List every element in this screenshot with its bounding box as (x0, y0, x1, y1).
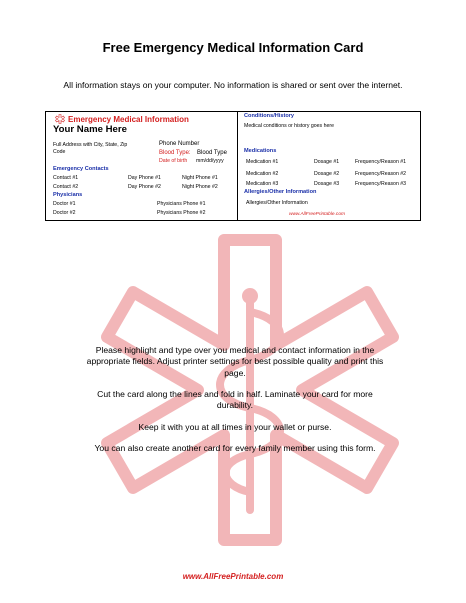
doctor-1-phone[interactable]: Physicians Phone #1 (157, 201, 206, 207)
star-of-life-icon (55, 114, 65, 124)
medications-heading: Medications (244, 148, 277, 154)
allergies-field[interactable]: Allergies/Other Information (246, 200, 308, 206)
doctor-2-field[interactable]: Doctor #2 (53, 210, 76, 216)
address-line-2[interactable]: Code (53, 149, 66, 155)
emergency-contacts-heading: Emergency Contacts (53, 166, 109, 172)
instruction-paragraph: Cut the card along the lines and fold in half. Laminate your card for more durability. (97, 389, 373, 411)
medication-1-frequency[interactable]: Frequency/Reason #1 (355, 159, 407, 165)
address-line-1[interactable]: Full Address with City, State, Zip (53, 142, 128, 148)
medical-card (45, 111, 421, 221)
doctor-1-field[interactable]: Doctor #1 (53, 201, 76, 207)
phone-number-field[interactable]: Phone Number (159, 141, 200, 147)
page-title: Free Emergency Medical Information Card (102, 40, 364, 55)
card-header: Emergency Medical Information (68, 115, 189, 124)
medication-1-dosage[interactable]: Dosage #1 (314, 159, 340, 165)
conditions-heading: Conditions/History (244, 113, 295, 119)
instruction-paragraph: Please highlight and type over you medical and contact information in the appropriate fields. Adjust printer settings for best possible quality and print this page. (86, 345, 384, 378)
name-field[interactable]: Your Name Here (53, 124, 127, 135)
medication-1-name[interactable]: Medication #1 (246, 159, 279, 165)
card-website-link[interactable]: www.AllFreePrintable.com (289, 212, 345, 217)
instruction-paragraph: You can also create another card for every family member using this form. (94, 443, 376, 454)
blood-type-label: Blood Type: (159, 150, 191, 156)
instructions (80, 345, 390, 464)
contact-1-field[interactable]: Contact #1 (53, 175, 79, 181)
contact-1-day-phone[interactable]: Day Phone #1 (128, 175, 161, 181)
physicians-heading: Physicians (53, 192, 83, 198)
card-fold-divider (237, 112, 238, 220)
medication-3-dosage[interactable]: Dosage #3 (314, 181, 340, 187)
contact-2-night-phone[interactable]: Night Phone #2 (182, 184, 218, 190)
contact-1-night-phone[interactable]: Night Phone #1 (182, 175, 218, 181)
dob-field[interactable]: mm/dd/yyyy (196, 158, 224, 164)
dob-label: Date of birth (159, 158, 188, 164)
blood-type-field[interactable]: Blood Type (197, 150, 227, 156)
contact-2-day-phone[interactable]: Day Phone #2 (128, 184, 161, 190)
medication-2-name[interactable]: Medication #2 (246, 171, 279, 177)
allergies-heading: Allergies/Other Information (244, 189, 317, 195)
medication-3-frequency[interactable]: Frequency/Reason #3 (355, 181, 407, 187)
conditions-field[interactable]: Medical conditions or history goes here (244, 123, 334, 129)
footer-website-link[interactable]: www.AllFreePrintable.com (182, 572, 284, 581)
medication-2-dosage[interactable]: Dosage #2 (314, 171, 340, 177)
instruction-paragraph: Keep it with you at all times in your wallet or purse. (138, 421, 332, 432)
doctor-2-phone[interactable]: Physicians Phone #2 (157, 210, 206, 216)
privacy-notice: All information stays on your computer. No information is shared or sent over the internet. (63, 80, 403, 90)
contact-2-field[interactable]: Contact #2 (53, 184, 79, 190)
medication-3-name[interactable]: Medication #3 (246, 181, 279, 187)
medication-2-frequency[interactable]: Frequency/Reason #2 (355, 171, 407, 177)
